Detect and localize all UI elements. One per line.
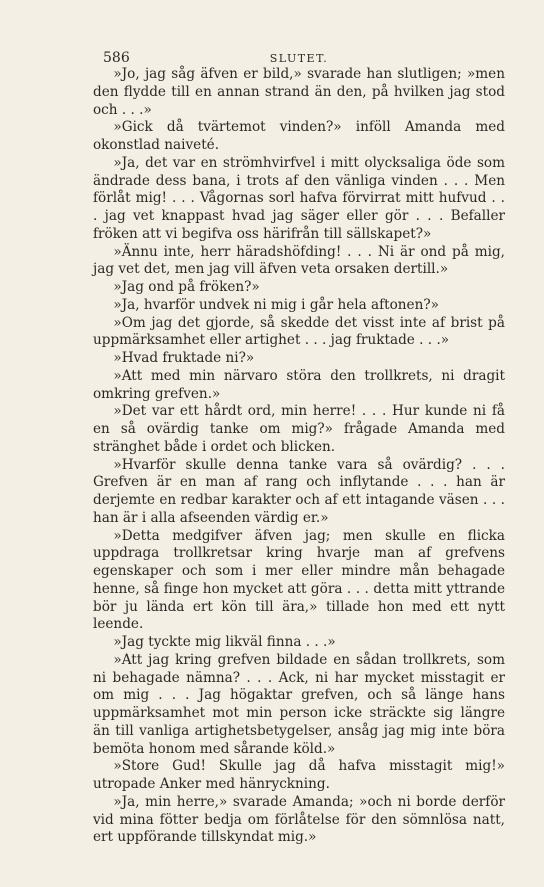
paragraph: »Ännu inte, herr häradshöfding! . . . Ni är ond på mig, jag vet det, men jag vill äfven veta orsaken dertill.» <box>93 243 505 278</box>
paragraph: »Att jag kring grefven bildade en sådan trollkrets, som ni behagade nämna? . . . Ack, ni har mycket misstagit er om mig . . . Jag högaktar grefven, och så länge hans uppmärksamhet mot min person icke sträckte sig längre än till vanliga artighetsbetygelser, ansåg jag mig inte böra bemöta honom med sårande köld.» <box>93 651 505 757</box>
paragraph: »Hvarför skulle denna tanke vara så ovärdig? . . . Grefven är en man af rang och inflytande . . . han är derjemte en redbar karakter och af ett intagande väsen . . . han är i alla afseenden värdig er.» <box>93 456 505 526</box>
paragraph: »Ja, min herre,» svarade Amanda; »och ni borde derför vid mina fötter bedja om förlåtelse för den sömnlösa natt, ert uppförande tillskyndat mig.» <box>93 793 505 846</box>
running-head: SLUTET. <box>269 52 329 65</box>
paragraph: »Ja, det var en strömhvirfvel i mitt olycksaliga öde som ändrade dess bana, i trots af den vänliga vinden . . . Men förlåt mig! . . . Vågornas sorl hafva förvirrat mitt hufvud . . . jag vet knappast hvad jag säger eller gör . . . Befaller fröken att vi begifva oss härifrån till sällskapet?» <box>93 154 505 242</box>
paragraph: »Det var ett hårdt ord, min herre! . . . Hur kunde ni få en så ovärdig tanke om mig?» frågade Amanda med stränghet både i ordet och blicken. <box>93 403 505 455</box>
page-number: 586 <box>103 50 130 66</box>
paragraph: »Om jag det gjorde, så skedde det visst inte af brist på uppmärksamhet eller artighet . . . jag fruktade . . .» <box>93 314 505 349</box>
paragraph: »Detta medgifver äfven jag; men skulle en flicka uppdraga trollkretsar kring hvarje man af grefvens egenskaper och som i mer eller mindre mån behagade henne, så finge hon mycket att göra . . . detta mitt yttrande bör ju lända ert kön till ära,» tillade hon med ett nytt leende. <box>93 527 505 633</box>
paragraph: »Ja, hvarför undvek ni mig i går hela aftonen?» <box>113 296 439 313</box>
body-text <box>93 66 505 847</box>
paragraph: »Jag ond på fröken?» <box>113 279 260 295</box>
paragraph: »Att med min närvaro störa den trollkrets, ni dragit omkring grefven.» <box>93 367 505 402</box>
paragraph: »Gick då tvärtemot vinden?» inföll Amanda med okonstlad naiveté. <box>93 119 505 153</box>
paragraph: »Hvad fruktade ni?» <box>113 350 255 366</box>
paragraph: »Jag tyckte mig likväl finna . . .» <box>113 634 336 650</box>
paragraph: »Store Gud! Skulle jag då hafva misstagit mig!» utropade Anker med hänryckning. <box>93 758 505 792</box>
paragraph: »Jo, jag såg äfven er bild,» svarade han slutligen; »men den flydde till en annan strand än den, på hvilken jag stod och . . .» <box>93 66 505 118</box>
